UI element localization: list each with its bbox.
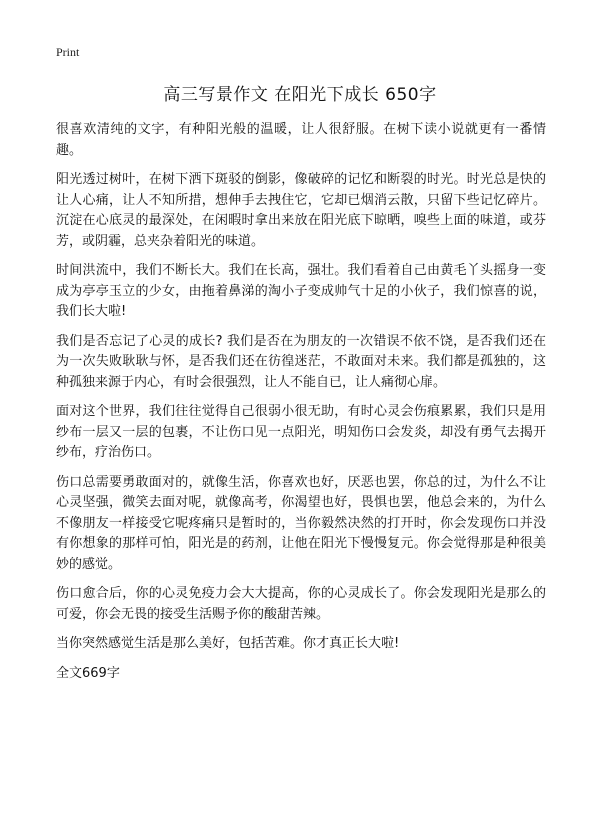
paragraph-3: 时间洪流中，我们不断长大。我们在长高，强壮。我们看着自己由黄毛丫头摇身一变成为亭亭玉立的少女，由拖着鼻涕的淘小子变成帅气十足的小伙子，我们惊喜的说，我们长大啦! <box>56 263 546 319</box>
paragraph-4: 我们是否忘记了心灵的成长? 我们是否在为朋友的一次错误不依不饶，是否我们还在为一次失败耿耿与怀，是否我们还在彷徨迷茫，不敢面对未来。我们都是孤独的，这种孤独来源于内心，有时会很强烈，让人不能自已，让人痛彻心扉。 <box>56 333 546 390</box>
paragraph-6: 伤口总需要勇敢面对的，就像生活，你喜欢也好，厌恶也罢，你总的过，为什么不让心灵坚强，微笑去面对呢，就像高考，你渴望也好，畏惧也罢，他总会来的，为什么不像朋友一样接受它呢疼痛只是暂时的，当你毅然决然的打开时，你会发现伤口并没有你想象的那样可怕，阳光是的药剂，让他在阳光下慢慢复元。你会觉得那是种很美妙的感觉。 <box>56 474 546 572</box>
paragraph-5: 面对这个世界，我们往往觉得自己很弱小很无助，有时心灵会伤痕累累，我们只是用纱布一层又一层的包裹，不让伤口见一点阳光，明知伤口会发炎，却没有勇气去揭开纱布，疗治伤口。 <box>56 404 546 460</box>
paragraph-1: 很喜欢清纯的文字，有种阳光般的温暖，让人很舒服。在树下读小说就更有一番情趣。 <box>56 122 546 158</box>
article-body <box>56 120 546 684</box>
paragraph-7: 伤口愈合后，你的心灵免疫力会大大提高，你的心灵成长了。你会发现阳光是那么的可爱，你会无畏的接受生活赐予你的酸甜苦辣。 <box>56 586 546 622</box>
word-count: 全文669字 <box>56 665 120 681</box>
print-link[interactable]: Print <box>56 45 80 59</box>
paragraph-8: 当你突然感觉生活是那么美好，包括苦难。你才真正长大啦! <box>56 636 400 651</box>
page-title: 高三写景作文 在阳光下成长 650字 <box>163 85 437 105</box>
paragraph-2: 阳光透过树叶，在树下洒下斑驳的倒影，像破碎的记忆和断裂的时光。时光总是快的让人心痛，让人不知所措，想伸手去拽住它，它却已烟消云散，只留下些记忆碎片。沉淀在心底灵的最深处，在闲暇时拿出来放在阳光底下晾晒，嗅些上面的味道，或芬芳，或阴霾，总夹杂着阳光的味道。 <box>56 172 546 249</box>
